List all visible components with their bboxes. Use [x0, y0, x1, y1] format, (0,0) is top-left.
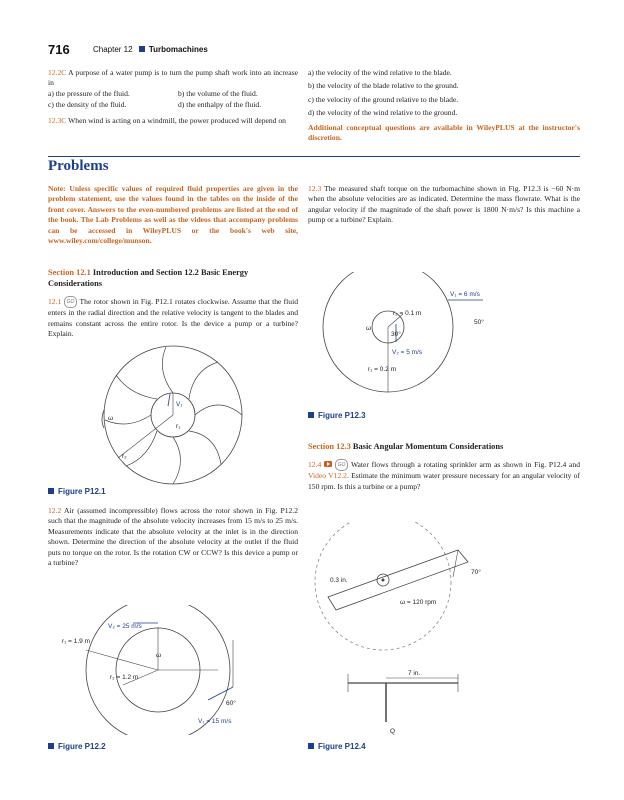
r1-label: r₁ — [176, 423, 181, 430]
section-num: Section 12.3 — [308, 442, 351, 451]
length-label: 0.3 in. — [330, 577, 348, 584]
section-heading — [308, 441, 580, 452]
p-text: Water flows through a rotating sprinkler arm as shown in Fig. P12.4 and — [351, 460, 580, 469]
r1-label: r₁ = 1.9 m — [62, 638, 91, 645]
bullet-square-icon — [48, 488, 54, 494]
v2-label: V₂ = 25 m/s — [108, 623, 142, 630]
v1-label: V₁ = 15 m/s — [198, 718, 232, 725]
r2-label: r₂ = 1.2 m — [110, 674, 139, 681]
chapter-label: Chapter 12 — [93, 45, 133, 54]
v1-label: V₁ — [176, 401, 183, 408]
p-text: The rotor shown in Fig. P12.1 rotates clockwise. Assume that the fluid enters in the radial direction and the relative velocity is tangent to the blades and remains constant across the entire rotor. Is the device a pump or a turbine? Explain. — [48, 297, 298, 339]
r2-label: r₂ — [122, 453, 127, 460]
section-title: Introduction and Section 12.2 Basic Energy Considerations — [48, 268, 249, 288]
omega-label: ω — [366, 325, 372, 332]
v2-label: V₂ = 5 m/s — [392, 349, 423, 356]
figure-caption — [48, 742, 106, 751]
video-link[interactable]: Video V12.2 — [308, 471, 347, 481]
section-num: Section 12.1 — [48, 268, 91, 277]
figure-p12-3 — [308, 272, 580, 402]
choice-c: c) the density of the fluid. — [48, 100, 127, 110]
note-text: Note: Unless specific values of required fluid properties are given in the problem statement, use the values found in the tables on the inside of the front cover. Answers to the even-numbered problems are listed at the end of the book. The Lab Problems as well as the videos that accompany problems can be accessed in WileyPLUS or the book's web site, www.wiley.com/college/munson. — [48, 184, 298, 246]
problem-12-3 — [308, 184, 580, 226]
question-12-3c-choices — [308, 68, 580, 143]
page-number: 716 — [48, 42, 70, 57]
p-num: 12.3 — [308, 184, 322, 193]
bullet-square-icon — [48, 743, 54, 749]
divider — [48, 156, 580, 157]
figure-p12-1 — [48, 340, 298, 490]
choice-c: c) the velocity of the ground relative to the blade. — [308, 94, 459, 104]
r2-label: r₂ = 0.1 m — [393, 310, 422, 317]
caption-text: Figure P12.4 — [318, 742, 366, 751]
question-12-2c — [48, 68, 298, 126]
go-tutorial-icon[interactable]: GO — [64, 296, 78, 308]
choice-a: a) the pressure of the fluid. — [48, 88, 130, 98]
video-icon[interactable] — [324, 461, 332, 467]
caption-text: Figure P12.1 — [58, 487, 106, 496]
bullet-square-icon — [308, 743, 314, 749]
q-num: 12.3C — [48, 115, 67, 125]
problem-12-1 — [48, 296, 298, 340]
angle-label: 70° — [471, 569, 481, 576]
note-block — [48, 184, 298, 246]
figure-caption — [48, 487, 106, 496]
p-text: Air (assumed incompressible) flows across the rotor shown in Fig. P12.2 such that the magnitude of the absolute velocity increases from 15 m/s to 25 m/s. Measurements indicate that the absolute velocity at the inlet is in the direction shown. Determine the direction of the absolute velocity at the outlet if the fluid puts no torque on the rotor. Is the rotation CW or CCW? Is this device a pump or a turbine? — [48, 506, 298, 568]
omega-label: ω — [108, 415, 114, 422]
choice-d: d) the enthalpy of the fluid. — [178, 100, 262, 110]
p-num: 12.4 — [308, 460, 322, 469]
problem-12-2 — [48, 506, 298, 568]
problems-title: Problems — [48, 158, 109, 174]
figure-caption — [308, 742, 366, 751]
p-num: 12.2 — [48, 506, 62, 515]
choice-a: a) the velocity of the wind relative to the blade. — [308, 68, 452, 77]
choice-b: b) the velocity of the blade relative to the ground. — [308, 81, 459, 91]
figure-p12-2 — [48, 605, 298, 735]
angle50-label: 50° — [474, 319, 484, 326]
additional-questions-note: Additional conceptual questions are available in WileyPLUS at the instructor's discretion. — [308, 122, 580, 143]
v1-label: V₁ = 6 m/s — [450, 291, 480, 298]
q-label: Q — [390, 728, 396, 735]
section-heading — [48, 267, 298, 289]
bullet-square-icon — [139, 46, 145, 52]
choice-d: d) the velocity of the wind relative to the ground. — [308, 108, 458, 118]
go-tutorial-icon[interactable]: GO — [335, 459, 349, 471]
p-text-after: . Estimate the minimum water pressure necessary for an angular velocity of 150 rpm. Is this a turbine or a pump? — [308, 471, 580, 491]
p-num: 12.1 — [48, 297, 62, 306]
angle30-label: 30° — [391, 331, 401, 338]
figure-p12-4 — [308, 522, 580, 742]
choice-b: b) the volume of the fluid. — [178, 88, 258, 98]
q-text: When wind is acting on a windmill, the power produced will depend on — [68, 115, 286, 125]
chapter-header — [93, 45, 208, 54]
q-num: 12.2C — [48, 68, 67, 77]
section-title: Basic Angular Momentum Considerations — [352, 442, 504, 451]
angle-label: 60° — [226, 700, 236, 707]
omega-label: ω = 120 rpm — [400, 599, 437, 606]
omega-label: ω — [156, 652, 162, 659]
chapter-title: Turbomachines — [148, 45, 208, 54]
caption-text: Figure P12.3 — [318, 411, 366, 420]
caption-text: Figure P12.2 — [58, 742, 106, 751]
problem-12-4 — [308, 459, 580, 492]
q-text: A purpose of a water pump is to turn the pump shaft work into an increase in — [48, 68, 298, 88]
figure-caption — [308, 411, 366, 420]
p-text: The measured shaft torque on the turbomachine shown in Fig. P12.3 is −60 N·m when the absolute velocities are as indicated. Determine the mass flowrate. What is the angular velocity if the magnitude of the shaft power is 1800 N·m/s? Is this machine a pump or a turbine? Explain. — [308, 184, 580, 225]
r1-label: r₁ = 0.2 m — [368, 366, 397, 373]
width-label: 7 in. — [408, 670, 421, 677]
bullet-square-icon — [308, 412, 314, 418]
